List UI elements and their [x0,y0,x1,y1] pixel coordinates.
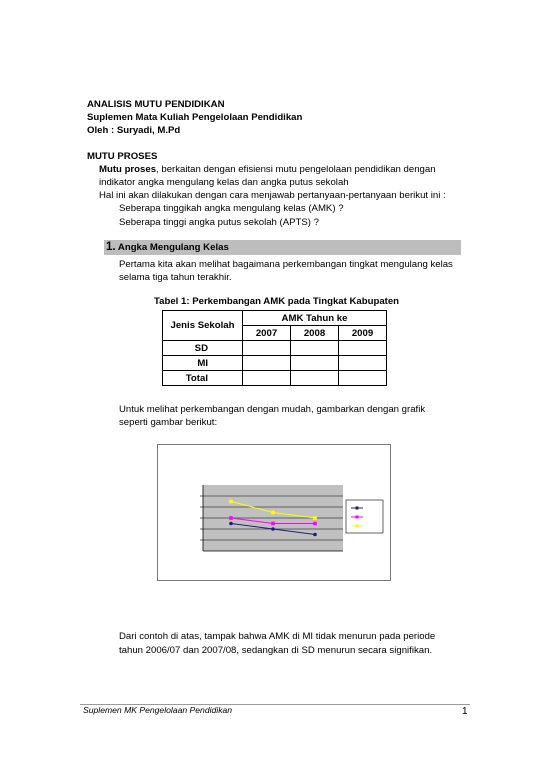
table-cell [291,341,339,356]
chart-frame [157,444,391,581]
section-number: 1. [106,241,116,253]
table-cell [291,371,339,386]
question-amk: Seberapa tinggikah angka mengulang kelas (AMK) ? [119,203,344,214]
table-header-group: AMK Tahun ke [243,311,387,326]
section-heading [106,241,229,254]
section-paragraph-line-1: Pertama kita akan melihat bagaimana perkembangan tingkat mengulang kelas [119,259,453,270]
data-point [271,522,275,526]
footer-text: Suplemen MK Pengelolaan Pendidikan [83,705,233,715]
table-cell [291,356,339,371]
table-row-label: MI [163,356,243,371]
data-point [229,500,233,504]
amk-table [162,310,387,386]
table-header-year: 2008 [291,326,339,341]
table-header-year: 2009 [339,326,387,341]
data-point [229,522,233,526]
data-point [271,527,275,531]
table-row [163,356,387,371]
proses-line-3: Hal ini akan dilakukan dengan cara menjawab pertanyaan-pertanyaan berikut ini : [99,190,446,201]
proses-line-1 [99,163,436,176]
question-apts: Seberapa tinggi angka putus sekolah (APTS) ? [119,217,319,228]
data-point [271,511,275,515]
table-caption: Tabel 1: Perkembangan AMK pada Tingkat Kabupaten [154,296,400,307]
table-row-label: SD [163,341,243,356]
table-row [163,341,387,356]
table-row [163,371,387,386]
table-cell [243,341,291,356]
chart-intro-line-2: seperti gambar berikut: [119,417,218,428]
legend-marker [356,507,359,510]
line-chart [158,445,390,580]
table-cell [243,371,291,386]
table-cell [339,356,387,371]
legend-marker [356,525,359,528]
table-cell [243,356,291,371]
document-subtitle: Suplemen Mata Kuliah Pengelolaan Pendidikan [87,112,303,123]
data-point [313,522,317,526]
data-point [229,516,233,520]
section-title: Angka Mengulang Kelas [117,242,229,253]
table-cell [339,341,387,356]
conclusion-line-1: Dari contoh di atas, tampak bahwa AMK di MI tidak menurun pada periode [119,631,436,642]
table-row-label: Total [163,371,243,386]
proses-heading: MUTU PROSES [87,151,158,162]
page-number: 1 [462,706,468,717]
table-header-year: 2007 [243,326,291,341]
table-cell [339,371,387,386]
legend-marker [356,516,359,519]
proses-term: Mutu proses [99,164,157,175]
data-point [313,516,317,520]
document-author: Oleh : Suryadi, M.Pd [87,125,181,136]
section-paragraph-line-2: selama tiga tahun terakhir. [119,272,232,283]
document-title: ANALISIS MUTU PENDIDIKAN [87,99,225,110]
table-header-jenis: Jenis Sekolah [163,311,243,341]
conclusion-line-2: tahun 2006/07 dan 2007/08, sedangkan di SD menurun secara signifikan. [119,645,433,656]
data-point [313,533,317,537]
proses-line-2: indikator angka mengulang kelas dan angka putus sekolah [99,177,349,188]
proses-line-1-text: , berkaitan dengan efisiensi mutu pengelolaan pendidikan dengan [156,164,436,175]
chart-intro-line-1: Untuk melihat perkembangan dengan mudah, gambarkan dengan grafik [119,404,426,415]
